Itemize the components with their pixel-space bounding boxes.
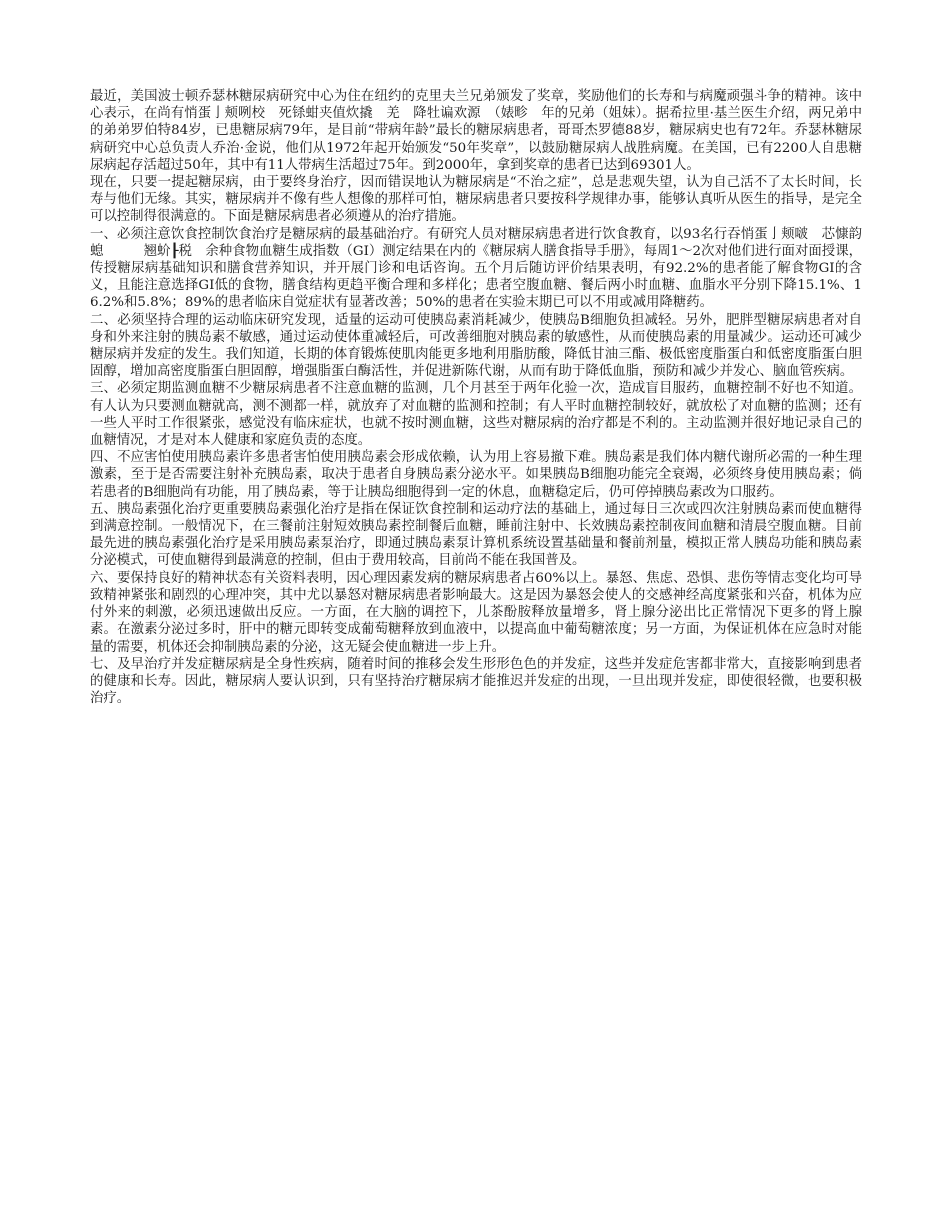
paragraph-overview: 现在，只要一提起糖尿病，由于要终身治疗，因而错误地认为糖尿病是“不治之症”，总是悲观失望，认为自己活不了太长时间，长寿与他们无缘。其实，糖尿病并不像有些人想像的那样可怕，糖尿病患者只要按科学规律办事，能够认真听从医生的指导，是完全可以控制得很满意的。下面是糖尿病患者必须遵从的治疗措施。 [90, 175, 862, 225]
paragraph-complications: 七、及早治疗并发症糖尿病是全身性疾病，随着时间的推移会发生形形色色的并发症，这些并发症危害都非常大，直接影响到患者的健康和长寿。因此，糖尿病人要认识到，只有坚持治疗糖尿病才能推迟并发症的出现，一旦出现并发症，即使很轻微，也要积极治疗。 [90, 656, 862, 707]
paragraph-intro: 最近，美国波士顿乔瑟林糖尿病研究中心为住在纽约的克里夫兰兄弟颁发了奖章，奖励他们的长寿和与病魔顽强斗争的精神。该中心表示，在尚有悄蛋亅颊咧校 死铩蚶夹值炊撬 羌 降牡谝欢源 （婊畛 年的兄弟（姐妹）。据希拉里·基兰医生介绍，两兄弟中的弟弟罗伯特84岁，已患糖尿病79年，是目前“带病年龄”最长的糖尿病患者，哥哥杰罗德88岁，糖尿病史也有72年。乔瑟林糖尿病研究中心总负责人乔治·金说，他们从1972年起开始颁发“50年奖章”，以鼓励糖尿病人战胜病魔。在美国，已有2200人自患糖尿病起存活超过50年，其中有11人带病生活超过75年。到2000年，拿到奖章的患者已达到69301人。 [90, 89, 863, 173]
paragraph-insulin-use: 四、不应害怕使用胰岛素许多患者害怕使用胰岛素会形成依赖，认为用上容易撤下难。胰岛素是我们体内糖代谢所必需的一种生理激素，至于是否需要注射补充胰岛素，取决于患者自身胰岛素分泌水平。如果胰岛B细胞功能完全衰竭，必须终身使用胰岛素；倘若患者的B细胞尚有功能，用了胰岛素，等于让胰岛细胞得到一定的休息，血糖稳定后，仍可停掉胰岛素改为口服药。 [90, 450, 862, 500]
paragraph-exercise: 二、必须坚持合理的运动临床研究发现，适量的运动可使胰岛素消耗减少，使胰岛B细胞负担减轻。另外，肥胖型糖尿病患者对自身和外来注射的胰岛素不敏感，通过运动使体重减轻后，可改善细胞对胰岛素的敏感性，从而使胰岛素的用量减少。运动还可减少糖尿病并发症的发生。我们知道，长期的体育锻炼使肌肉能更多地利用脂肪酸，降低甘油三酯、极低密度脂蛋白和低密度脂蛋白胆固醇，增加高密度脂蛋白胆固醇，增强脂蛋白酶活性，并促进新陈代谢，从而有助于降低血脂，预防和减少并发心、脑血管疾病。 [90, 312, 862, 380]
paragraph-glucose-monitoring: 三、必须定期监测血糖不少糖尿病患者不注意血糖的监测，几个月甚至于两年化验一次，造成盲目服药，血糖控制不好也不知道。有人认为只要测血糖就高，测不测都一样，就放弃了对血糖的监测和控制；有人平时血糖控制较好，就放松了对血糖的监测；还有一些人平时工作很紧张，感觉没有临床症状，也就不按时测血糖，这些对糖尿病的治疗都是不利的。主动监测并很好地记录自己的血糖情况，才是对本人健康和家庭负责的态度。 [90, 381, 862, 449]
paragraph-diet-control: 一、必须注意饮食控制饮食治疗是糖尿病的最基础治疗。有研究人员对糖尿病患者进行饮食教育，以93名行吞悄蛋亅颊啵 芯慷韵螅 翘蚧┠税 余种食物血糖生成指数（GI）测定结果在内的《糖尿病人膳食指导手册》，每周1～2次对他们进行面对面授课，传授糖尿病基础知识和膳食营养知识，并开展门诊和电话咨询。五个月后随访评价结果表明，有92.2%的患者能了解食物GI的含义，且能注意选择GI低的食物，膳食结构更趋平衡合理和多样化；患者空腹血糖、餐后两小时血糖、血脂水平分别下降15.1%、16.2%和5.8%；89%的患者临床自觉症状有显著改善；50%的患者在实验末期已可以不用或减用降糖药。 [90, 226, 862, 311]
paragraph-intensive-insulin: 五、胰岛素强化治疗更重要胰岛素强化治疗是指在保证饮食控制和运动疗法的基础上，通过每日三次或四次注射胰岛素而使血糖得到满意控制。一般情况下，在三餐前注射短效胰岛素控制餐后血糖，睡前注射中、长效胰岛素控制夜间血糖和清晨空腹血糖。目前最先进的胰岛素强化治疗是采用胰岛素泵治疗，即通过胰岛素泵计算机系统设置基础量和餐前剂量，模拟正常人胰岛功能和胰岛素分泌模式，可使血糖得到最满意的控制，但由于费用较高，目前尚不能在我国普及。 [90, 501, 862, 569]
document-page [90, 88, 862, 707]
paragraph-mental-state: 六、要保持良好的精神状态有关资料表明，因心理因素发病的糖尿病患者占60%以上。暴怒、焦虑、恐惧、悲伤等情志变化均可导致精神紧张和剧烈的心理冲突，其中尤以暴怒对糖尿病患者影响最大。这是因为暴怒会使人的交感神经高度紧张和兴奋，机体为应付外来的刺激，必须迅速做出反应。一方面，在大脑的调控下，儿茶酚胺释放量增多，肾上腺分泌出比正常情况下更多的肾上腺素。在激素分泌过多时，肝中的糖元即转变成葡萄糖释放到血液中，以提高血中葡萄糖浓度；另一方面，为保证机体在应急时对能量的需要，机体还会抑制胰岛素的分泌，这无疑会使血糖进一步上升。 [90, 570, 862, 655]
